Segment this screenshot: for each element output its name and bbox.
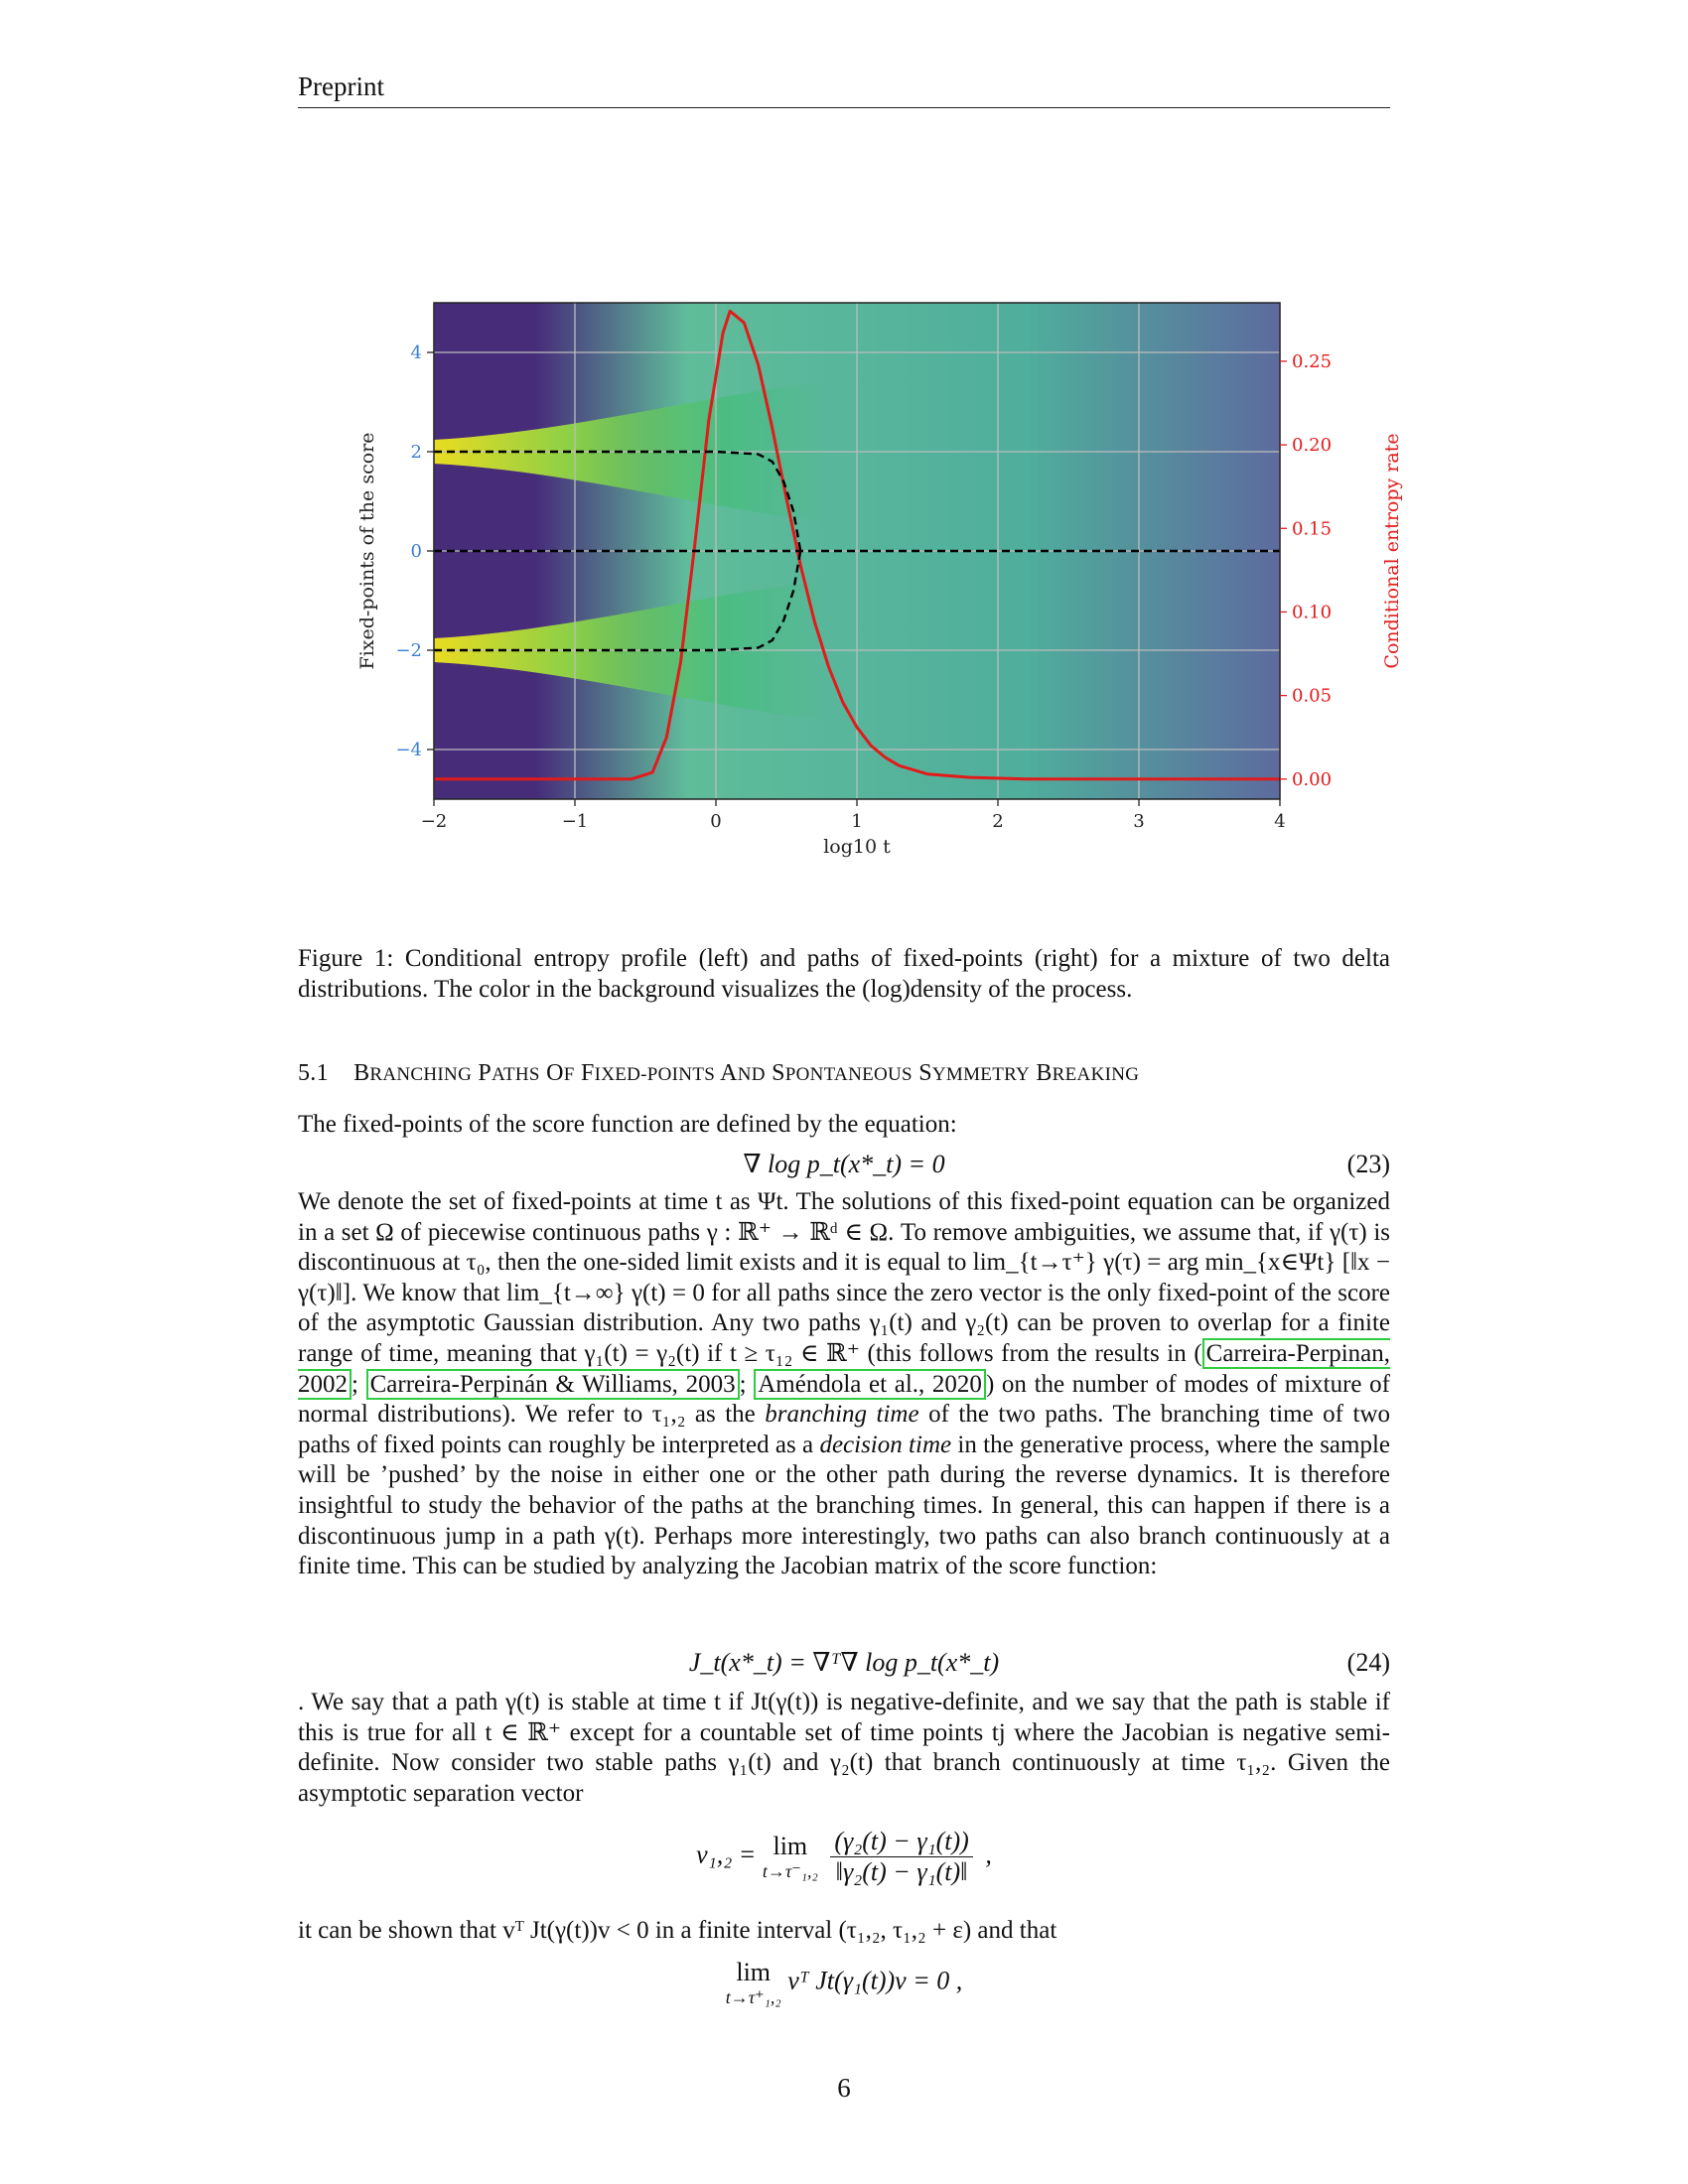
running-header: Preprint	[298, 71, 384, 101]
y-right-tick-label: 0.25	[1292, 350, 1333, 372]
paragraph-2-text-d: in the generative process, where the sample will be ’pushed’ by the noise in either one or the other path during the reverse dynamics. It is therefore insightful to study the behavior of the paths at the branching times. In general, this can happen if there is a discontinuous jump in a path γ(t). Perhaps more interestingly, two paths can also branch continuously at a finite time. This can be studied by analyzing the Jacobian matrix of the score function:	[298, 1431, 1391, 1580]
header-rule	[298, 107, 1390, 108]
x-tick-label: 4	[1274, 811, 1286, 832]
section-number: 5.1	[298, 1060, 329, 1086]
x-tick-label: 0	[710, 811, 722, 832]
y-left-tick-label: 2	[410, 442, 422, 463]
paragraph-2-text-b: ) on the number of modes of mixture of normal distributions). We refer to τ₁,₂ as the	[298, 1370, 1390, 1429]
x-tick-label: −1	[561, 811, 589, 832]
x-tick-label: 1	[851, 811, 863, 832]
citation-link[interactable]: Carreira-Perpinán & Williams, 2003	[366, 1369, 740, 1400]
limit-operator	[726, 1958, 781, 2008]
y-right-tick-label: 0.15	[1292, 518, 1333, 540]
equation-24-number: (24)	[1346, 1648, 1390, 1677]
equation-tail: ,	[978, 1840, 992, 1869]
y-right-axis-label: Conditional entropy rate	[1381, 433, 1403, 669]
y-right-tick-label: 0.10	[1292, 602, 1333, 623]
y-right-tick-label: 0.00	[1292, 768, 1333, 790]
x-tick-label: 2	[992, 811, 1004, 832]
limit-word: lim	[736, 1958, 772, 1986]
equation-limit-zero	[298, 1958, 1390, 2008]
equation-23-expr: ∇ log p_t(x*_t) = 0	[743, 1150, 945, 1178]
fraction	[830, 1827, 973, 1887]
emphasis-term: branching time	[765, 1401, 919, 1429]
paragraph-4: it can be shown that vᵀ Jt(γ(t))v < 0 in a finite interval (τ₁,₂, τ₁,₂ + ε) and that	[298, 1917, 1057, 1944]
equation-23	[298, 1150, 1390, 1181]
figure-1-chart	[338, 288, 1410, 884]
paragraph-3: . We say that a path γ(t) is stable at time t if Jt(γ(t)) is negative-definite, and we say that the path is stable if this is true for all t ∈ ℝ⁺ except for a countable set of time points tj where the Jacobian is negative semi-definite. Now consider two stable paths γ₁(t) and γ₂(t) that branch continuously at time τ₁,₂. Given the asymptotic separation vector	[298, 1689, 1390, 1807]
y-right-tick-label: 0.05	[1292, 685, 1333, 707]
equation-24-expr: J_t(x*_t) = ∇ᵀ∇ log p_t(x*_t)	[688, 1648, 1000, 1677]
limit-subscript: t→τ⁺₁,₂	[725, 1987, 781, 2007]
y-left-tick-label: 0	[410, 541, 422, 562]
equation-separation-vector	[298, 1827, 1390, 1887]
citation-sep: ;	[352, 1370, 366, 1398]
page-number: 6	[837, 2073, 851, 2103]
y-left-axis-label: Fixed-points of the score	[356, 432, 378, 670]
y-right-tick-label: 0.20	[1292, 435, 1333, 457]
emphasis-term: decision time	[819, 1431, 952, 1458]
fraction-numerator: (γ₂(t) − γ₁(t))	[830, 1827, 973, 1857]
paragraph-2-text-c: of the two paths. The branching time of two paths of fixed points can roughly be interpreted as a	[298, 1401, 1390, 1458]
equation-23-number: (23)	[1346, 1150, 1390, 1178]
limit-expression: vᵀ Jt(γ₁(t))v = 0 ,	[787, 1966, 963, 1995]
limit-operator	[763, 1832, 818, 1882]
x-axis-label: log10 t	[823, 836, 891, 858]
y-left-tick-label: 4	[410, 342, 422, 363]
citation-sep: ;	[739, 1370, 755, 1398]
equation-24	[298, 1648, 1390, 1680]
x-tick-label: 3	[1133, 811, 1145, 832]
sep-vector-lhs: v₁,₂ =	[696, 1840, 757, 1869]
x-tick-label: −2	[420, 811, 448, 832]
paragraph-1: The fixed-points of the score function are defined by the equation:	[298, 1111, 957, 1138]
limit-word: lim	[773, 1832, 808, 1860]
citation-link[interactable]: Carreira-Perpinan, 2002	[298, 1339, 1390, 1398]
paragraph-2	[298, 1187, 1390, 1582]
section-title: BRANCHING PATHS OF FIXED-POINTS AND SPONTANEOUS SYMMETRY BREAKING	[353, 1060, 1140, 1086]
y-left-tick-label: −4	[395, 740, 422, 760]
limit-subscript: t→τ⁻₁,₂	[762, 1861, 818, 1881]
y-left-tick-label: −2	[395, 640, 422, 661]
figure-caption: Figure 1: Conditional entropy profile (left) and paths of fixed-points (right) for a mixture of two delta distributions. The color in the background visualizes the (log)density of the process.	[298, 945, 1390, 1003]
section-heading	[298, 1060, 1390, 1087]
fraction-denominator: ‖γ₂(t) − γ₁(t)‖	[835, 1857, 968, 1886]
plot-area	[434, 303, 1280, 799]
citation-link[interactable]: Améndola et al., 2020	[754, 1369, 986, 1400]
paragraph-2-text-a: We denote the set of fixed-points at time t as Ψt. The solutions of this fixed-point equation can be organized in a set Ω of piecewise continuous paths γ : ℝ⁺ → ℝᵈ ∈ Ω. To remove ambiguities, we assume that, if γ(τ) is discontinuous at τ₀, then the one-sided limit exists and it is equal to lim_{t→τ⁺} γ(τ) = arg min_{x∈Ψt} [‖x − γ(τ)‖]. We know that lim_{t→∞} γ(t) = 0 for all paths since the zero vector is the only fixed-point of the score of the asymptotic Gaussian distribution. Any two paths γ₁(t) and γ₂(t) can be proven to overlap for a finite range of time, meaning that γ₁(t) = γ₂(t) if t ≥ τ₁₂ ∈ ℝ⁺ (this follows from the results in (	[298, 1188, 1390, 1367]
